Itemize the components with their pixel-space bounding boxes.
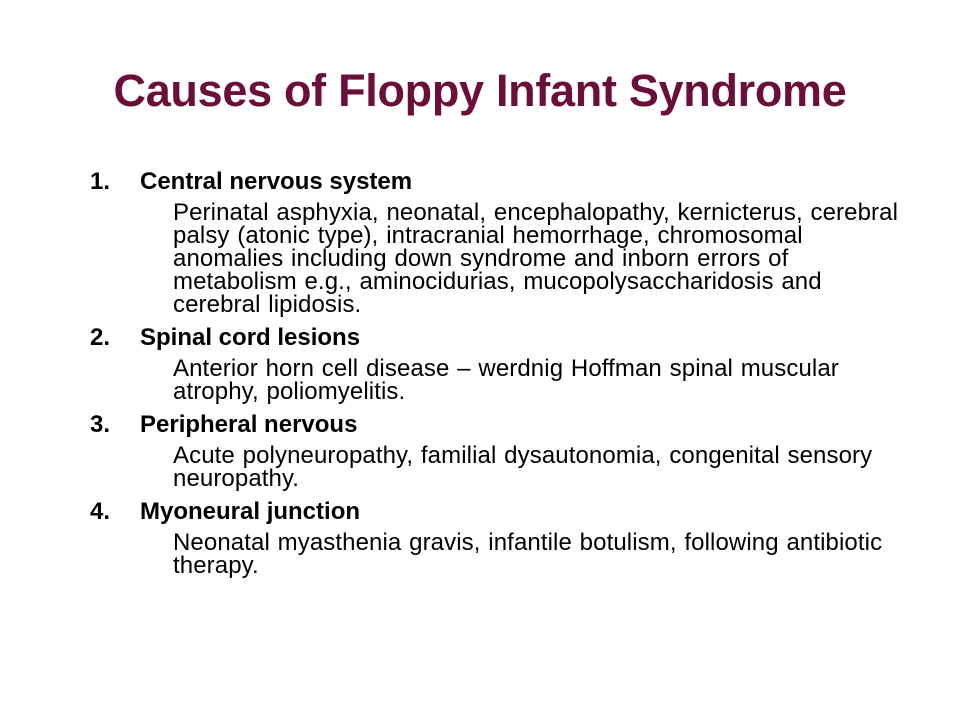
list-item-myoneural — [72, 495, 902, 580]
list-item-heading-row — [72, 408, 902, 442]
list-item-heading: Myoneural junction — [140, 498, 361, 525]
list-item-description: Perinatal asphyxia, neonatal, encephalopathy, kernicterus, cerebral palsy (atonic type), intracranial hemorrhage, chromosomal anomalies including down syndrome and inborn errors of metabolism e.g., aminocidurias, mucopolysaccharidosis and cerebral lipidosis. — [173, 199, 899, 318]
list-item-heading: Central nervous system — [140, 168, 413, 195]
list-item-heading-row — [72, 495, 902, 529]
list-item-heading: Peripheral nervous — [140, 411, 358, 438]
slide-title: Causes of Floppy Infant Syndrome — [113, 65, 847, 116]
list-item-number: 3. — [90, 411, 111, 438]
list-item-peripheral — [72, 408, 902, 493]
list-item-description-wrap — [72, 529, 902, 580]
list-item-description-wrap — [72, 442, 902, 493]
list-item-description-wrap — [72, 199, 902, 319]
list-item-heading: Spinal cord lesions — [140, 324, 361, 351]
list-item-number: 1. — [90, 168, 111, 195]
list-item-heading-row — [72, 321, 902, 355]
list-item-description-wrap — [72, 355, 902, 406]
list-item-description: Acute polyneuropathy, familial dysautonomia, congenital sensory neuropathy. — [173, 442, 873, 492]
list-item-spinal-cord — [72, 321, 902, 406]
list-item-description: Neonatal myasthenia gravis, infantile botulism, following antibiotic therapy. — [173, 529, 883, 579]
list-item-number: 2. — [90, 324, 111, 351]
list-item-number: 4. — [90, 498, 111, 525]
causes-list — [72, 165, 902, 582]
list-item-description: Anterior horn cell disease – werdnig Hoffman spinal muscular atrophy, poliomyelitis. — [173, 355, 839, 405]
list-item-heading-row — [72, 165, 902, 199]
list-item-cns — [72, 165, 902, 319]
